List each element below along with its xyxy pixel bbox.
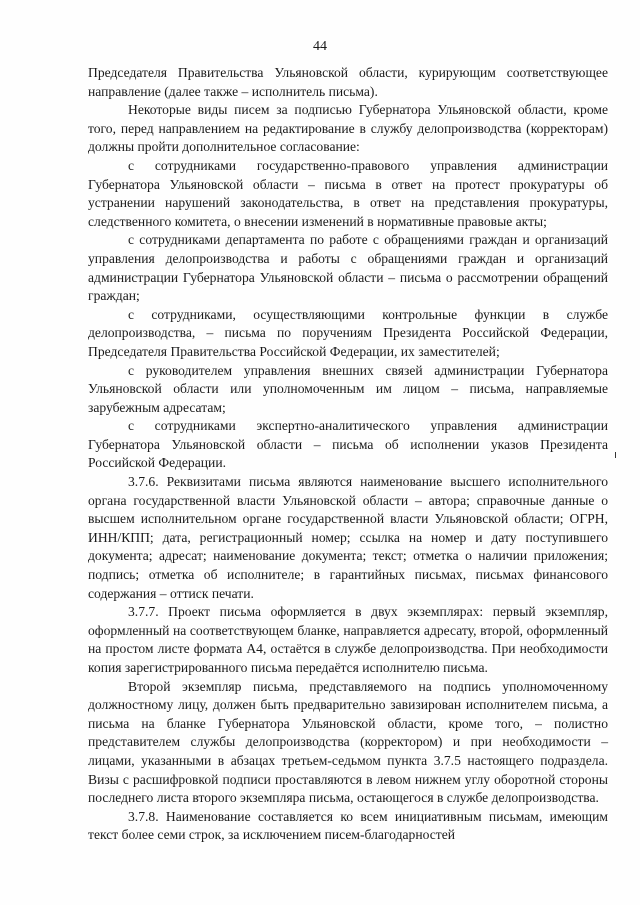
paragraph-3-7-6: 3.7.6. Реквизитами письма являются наименование высшего исполнительного органа государственной власти Ульяновской области – автора; справочные данные о высшем исполнительном органе государственной власти Ульяновской области; ОГРН, ИНН/КПП; дата, регистрационный номер; ссылка на номер и дату поступившего документа; адресат; наименование документа; текст; отметка о наличии приложения; подпись; отметка об исполнителе; в гарантийных письмах, письмах финансового содержания – оттиск печати. [88,474,608,601]
paragraph-citizen-appeals: с сотрудниками департамента по работе с обращениями граждан и организаций управления делопроизводства и работы с обращениями граждан и организаций администрации Губернатора Ульяновской области – письма о рассмотрении обращений граждан; [88,232,608,304]
paragraph-control-functions: с сотрудниками, осуществляющими контрольные функции в службе делопроизводства, – письма по поручениям Президента Российской Федерации, Председателя Правительства Российской Федерации, их заместителей; [88,306,608,359]
page-number: 44 [313,39,327,54]
paragraph-second-copy: Второй экземпляр письма, представляемого на подпись уполномоченному должностному лицу, должен быть предварительно завизирован исполнителем письма, а письма на бланке Губернатора Ульяновской области, кроме того, – полистно представителем службы делопроизводства (корректором) и при необходимости – лицами, указанными в абзацах третьем-седьмом пункта 3.7.5 настоящего подраздела. Визы с расшифровкой подписи проставляются в левом нижнем углу оборотной стороны последнего листа второго экземпляра письма, остающегося в службе делопроизводства. [88,678,608,806]
paragraph-expert-analytics: с сотрудниками экспертно-аналитического управления администрации Губернатора Ульяновской области – письма об исполнении указов Президента Российской Федерации. [88,418,608,471]
paragraph-legal-department: с сотрудниками государственно-правового управления администрации Губернатора Ульяновской области – письма в ответ на протест прокуратуры об устранении нарушений законодательства, в ответ на представления прокуратуры, следственного комитета, о внесении изменений в нормативные правовые акты; [88,157,608,229]
paragraph-approval-intro: Некоторые виды писем за подписью Губернатора Ульяновской области, кроме того, перед направлением на редактирование в службу делопроизводства (корректорам) должны пройти дополнительное согласование: [88,102,608,155]
paragraph-3-7-8: 3.7.8. Наименование составляется ко всем инициативным письмам, имеющим текст более семи строк, за исключением писем-благодарностей [88,808,608,843]
paragraph-3-7-7: 3.7.7. Проект письма оформляется в двух экземплярах: первый экземпляр, оформленный на соответствующем бланке, направляется адресату, второй, оформленный на простом листе формата А4, остаётся в службе делопроизводства. При необходимости копия зарегистрированного письма передаётся исполнителю письма. [88,604,608,675]
paragraph-external-relations: с руководителем управления внешних связей администрации Губернатора Ульяновской области или уполномоченным им лицом – письма, направляемые зарубежным адресатам; [88,362,608,415]
document-body [88,64,608,845]
scan-mark [615,452,616,458]
paragraph-continuation: Председателя Правительства Ульяновской области, курирующим соответствующее направление (далее также – исполнитель письма). [88,65,608,99]
